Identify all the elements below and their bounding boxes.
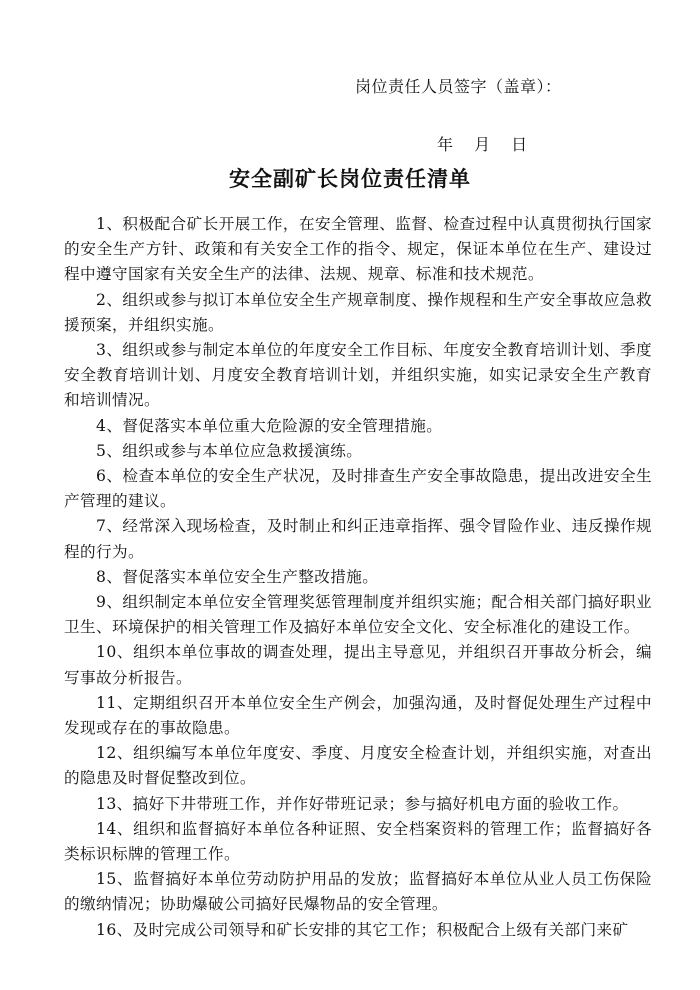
list-item: 11、定期组织召开本单位安全生产例会，加强沟通，及时督促处理生产过程中发现或存在的事故隐患。 <box>64 693 652 738</box>
list-item: 7、经常深入现场检查，及时制止和纠正违章指挥、强令冒险作业、违反操作规程的行为。 <box>64 517 652 561</box>
list-item: 5、组织或参与本单位应急救援演练。 <box>96 441 363 460</box>
list-item: 3、组织或参与制定本单位的年度安全工作目标、年度安全教育培训计划、季度安全教育培训计划、月度安全教育培训计划，并组织实施，如实记录安全生产教育和培训情况。 <box>64 341 652 410</box>
list-item: 6、检查本单位的安全生产状况，及时排查生产安全事故隐患，提出改进安全生产管理的建议。 <box>64 467 652 511</box>
list-item: 12、组织编写本单位年度安、季度、月度安全检查计划，并组织实施，对查出的隐患及时督促整改到位。 <box>64 744 652 788</box>
list-item: 4、督促落实本单位重大危险源的安全管理措施。 <box>96 416 443 435</box>
signature-label: 岗位责任人员签字（盖章）： <box>355 77 562 96</box>
responsibility-list <box>64 212 652 943</box>
list-item: 9、组织制定本单位安全管理奖惩管理制度并组织实施；配合相关部门搞好职业卫生、环境保护的相关管理工作及搞好本单位安全文化、安全标准化的建设工作。 <box>64 593 652 637</box>
list-item: 2、组织或参与拟订本单位安全生产规章制度、操作规程和生产安全事故应急救援预案，并组织实施。 <box>64 290 652 334</box>
list-item: 15、监督搞好本单位劳动防护用品的发放；监督搞好本单位从业人员工伤保险的缴纳情况；协助爆破公司搞好民爆物品的安全管理。 <box>64 870 652 914</box>
list-item: 16、及时完成公司领导和矿长安排的其它工作；积极配合上级有关部门来矿 <box>96 920 629 939</box>
list-item: 13、搞好下井带班工作，并作好带班记录；参与搞好机电方面的验收工作。 <box>96 794 629 813</box>
list-item: 14、组织和监督搞好本单位各种证照、安全档案资料的管理工作；监督搞好各类标识标牌的管理工作。 <box>64 819 652 864</box>
list-item: 10、组织本单位事故的调查处理，提出主导意见，并组织召开事故分析会，编写事故分析报告。 <box>64 643 652 687</box>
list-item: 8、督促落实本单位安全生产整改措施。 <box>96 567 379 586</box>
date-label: 年 月 日 <box>437 135 528 154</box>
list-item: 1、积极配合矿长开展工作，在安全管理、监督、检查过程中认真贯彻执行国家的安全生产方针、政策和有关安全工作的指令、规定，保证本单位在生产、建设过程中遵守国家有关安全生产的法律、法规、规章、标准和技术规范。 <box>64 215 652 284</box>
document-title: 安全副矿长岗位责任清单 <box>229 167 471 191</box>
